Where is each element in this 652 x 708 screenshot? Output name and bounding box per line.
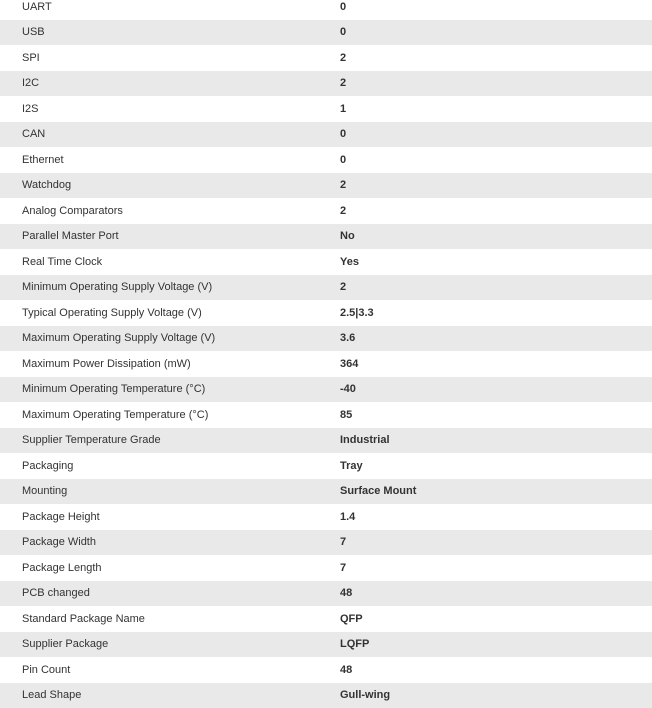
spec-value: 48 (340, 663, 353, 676)
spec-row (0, 173, 652, 199)
spec-value: -40 (340, 377, 652, 403)
spec-value: 2.5|3.3 (340, 306, 374, 319)
spec-row (0, 657, 652, 683)
spec-value: 3.6 (340, 326, 652, 352)
spec-row (0, 20, 652, 46)
spec-label: Package Length (22, 561, 102, 574)
spec-label: Maximum Power Dissipation (mW) (22, 357, 191, 370)
spec-value: 1 (340, 102, 347, 115)
spec-label: Maximum Operating Supply Voltage (V) (0, 326, 340, 352)
spec-row (0, 96, 652, 122)
spec-value: LQFP (340, 632, 652, 658)
spec-label: Package Width (0, 530, 340, 556)
spec-label: Ethernet (22, 153, 64, 166)
spec-label: Mounting (0, 479, 340, 505)
spec-label: I2C (0, 71, 340, 97)
spec-label: Watchdog (0, 173, 340, 199)
spec-value: 7 (340, 561, 347, 574)
spec-value: 2 (340, 71, 652, 97)
spec-value: Yes (340, 255, 359, 268)
spec-row (0, 198, 652, 224)
spec-row (0, 45, 652, 71)
spec-value: 2 (340, 51, 347, 64)
spec-value: No (340, 224, 652, 250)
spec-value: 2 (340, 173, 652, 199)
spec-row (0, 683, 652, 708)
spec-value: 1.4 (340, 510, 356, 523)
spec-label: Packaging (22, 459, 74, 472)
spec-label: Minimum Operating Supply Voltage (V) (0, 275, 340, 301)
spec-label: SPI (22, 51, 40, 64)
spec-row (0, 453, 652, 479)
spec-value: 85 (340, 408, 353, 421)
spec-label: USB (0, 20, 340, 46)
spec-value: QFP (340, 612, 363, 625)
spec-value: Surface Mount (340, 479, 652, 505)
spec-label: Pin Count (22, 663, 71, 676)
spec-row (0, 351, 652, 377)
spec-row (0, 581, 652, 607)
spec-row (0, 147, 652, 173)
spec-row (0, 402, 652, 428)
spec-row (0, 326, 652, 352)
spec-row (0, 0, 652, 20)
spec-row (0, 428, 652, 454)
spec-row (0, 122, 652, 148)
spec-row (0, 555, 652, 581)
spec-label: Minimum Operating Temperature (°C) (0, 377, 340, 403)
spec-value: Gull-wing (340, 683, 652, 708)
spec-label: Typical Operating Supply Voltage (V) (22, 306, 202, 319)
spec-row (0, 71, 652, 97)
spec-value: 2 (340, 275, 652, 301)
spec-label: Supplier Package (0, 632, 340, 658)
spec-label: Parallel Master Port (0, 224, 340, 250)
spec-value: 0 (340, 153, 347, 166)
spec-row (0, 224, 652, 250)
spec-label: I2S (22, 102, 39, 115)
spec-label: CAN (0, 122, 340, 148)
spec-row (0, 275, 652, 301)
spec-label: Lead Shape (0, 683, 340, 708)
spec-row (0, 606, 652, 632)
spec-row (0, 632, 652, 658)
spec-label: Standard Package Name (22, 612, 145, 625)
spec-label: Supplier Temperature Grade (0, 428, 340, 454)
spec-value: 0 (340, 122, 652, 148)
spec-value: 48 (340, 581, 652, 607)
spec-label: UART (22, 0, 52, 13)
spec-value: 0 (340, 20, 652, 46)
spec-value: Tray (340, 459, 363, 472)
spec-value: 0 (340, 0, 347, 13)
spec-row (0, 530, 652, 556)
spec-label: PCB changed (0, 581, 340, 607)
spec-row (0, 249, 652, 275)
spec-value: Industrial (340, 428, 652, 454)
spec-row (0, 504, 652, 530)
spec-label: Real Time Clock (22, 255, 103, 268)
spec-value: 2 (340, 204, 347, 217)
spec-value: 364 (340, 357, 359, 370)
spec-value: 7 (340, 530, 652, 556)
spec-row (0, 377, 652, 403)
spec-row (0, 300, 652, 326)
spec-label: Analog Comparators (22, 204, 123, 217)
spec-label: Package Height (22, 510, 100, 523)
spec-row (0, 479, 652, 505)
spec-label: Maximum Operating Temperature (°C) (22, 408, 209, 421)
